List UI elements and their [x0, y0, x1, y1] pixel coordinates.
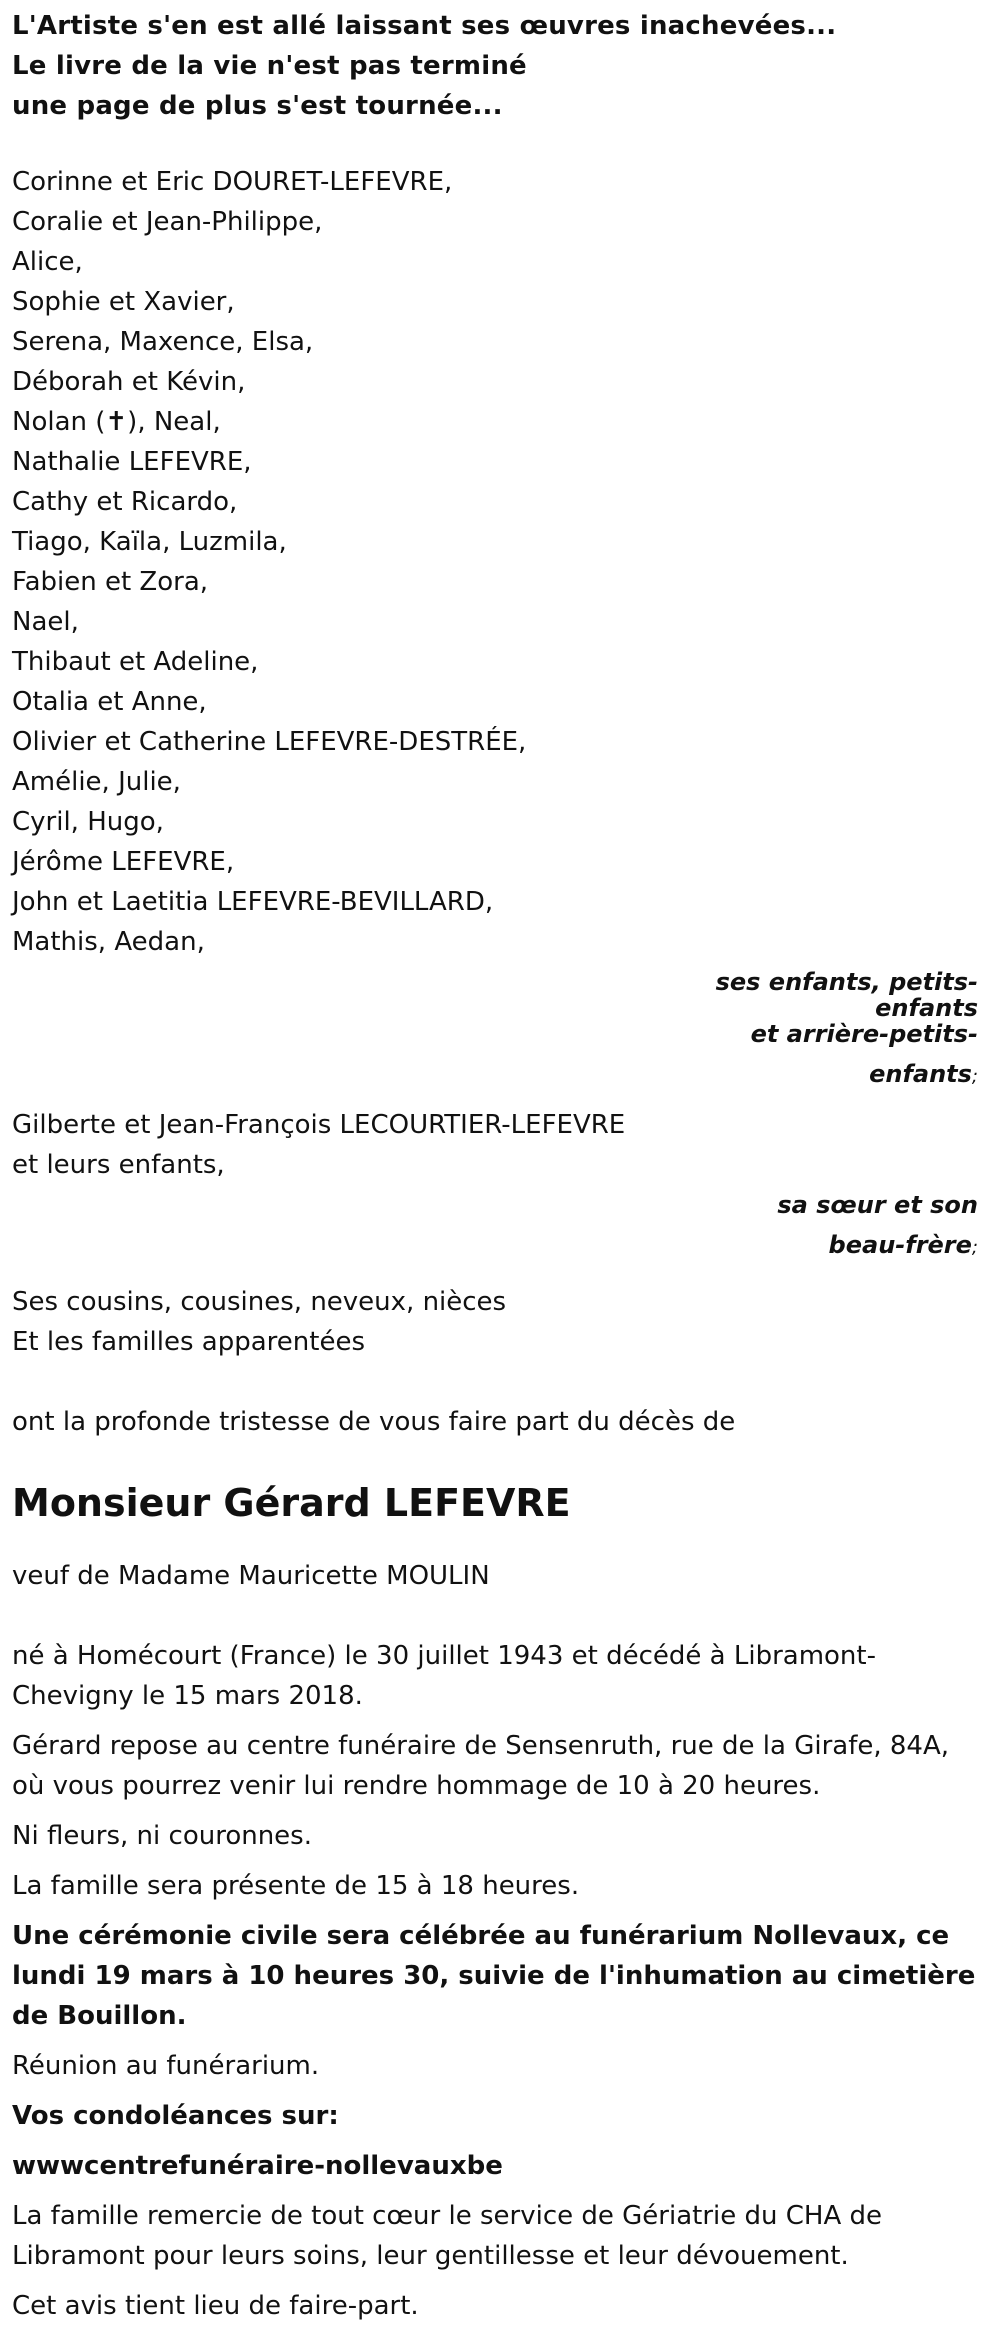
family-name-line: Cyril, Hugo, [12, 807, 164, 837]
flowers-note: Ni fleurs, ni couronnes. [12, 1821, 312, 1851]
thanks-note: La famille remercie de tout cœur le service de Gériatrie du CHA de Libramont pour leurs soins, leur gentillesse et leur dévouement. [12, 2201, 882, 2271]
role-separator: ; [971, 1066, 978, 1087]
family-name-line: Amélie, Julie, [12, 767, 181, 797]
role-line: enfants [875, 994, 978, 1022]
family-name-line: Coralie et Jean-Philippe, [12, 207, 323, 237]
sister-line: et leurs enfants, [12, 1150, 225, 1180]
family-name-line: Serena, Maxence, Elsa, [12, 327, 314, 357]
family-name-line: Sophie et Xavier, [12, 287, 235, 317]
intro-verse [12, 0, 988, 126]
deceased-name: Monsieur Gérard LEFEVRE [12, 1481, 571, 1525]
condolences-label: Vos condoléances sur: [12, 2101, 339, 2131]
condolences-site: wwwcentrefunéraire-nollevauxbe [12, 2151, 503, 2181]
family-name-line: Nolan (✝), Neal, [12, 407, 221, 437]
family-name-line: Alice, [12, 247, 83, 277]
family-name-line: Mathis, Aedan, [12, 927, 205, 957]
family-name-line: Nathalie LEFEVRE, [12, 447, 252, 477]
rest-place-info: Gérard repose au centre funéraire de Sensenruth, rue de la Girafe, 84A, où vous pourrez venir lui rendre hommage de 10 à 20 heures. [12, 1731, 950, 1801]
intro-line: L'Artiste s'en est allé laissant ses œuvres inachevées... [12, 11, 837, 41]
relatives-line: Ses cousins, cousines, neveux, nièces [12, 1287, 507, 1317]
role-separator: ; [971, 1237, 978, 1258]
relatives-line: Et les familles apparentées [12, 1327, 366, 1357]
role-line: ses enfants, petits- [715, 968, 978, 996]
family-presence: La famille sera présente de 15 à 18 heures. [12, 1871, 580, 1901]
family-name-line: Jérôme LEFEVRE, [12, 847, 235, 877]
family-name-line: Otalia et Anne, [12, 687, 207, 717]
role-line: enfants [869, 1060, 972, 1088]
family-name-line: Nael, [12, 607, 79, 637]
role-sister [12, 1185, 988, 1268]
role-children [12, 962, 988, 1097]
family-name-line: John et Laetitia LEFEVRE-BEVILLARD, [12, 887, 494, 917]
closing-note: Cet avis tient lieu de faire-part. [12, 2291, 419, 2321]
sister-block [12, 1105, 988, 1185]
widower-line: veuf de Madame Mauricette MOULIN [12, 1561, 490, 1591]
meeting-note: Réunion au funérarium. [12, 2051, 320, 2081]
family-name-line: Déborah et Kévin, [12, 367, 246, 397]
role-line: sa sœur et son [777, 1191, 978, 1219]
family-name-line: Cathy et Ricardo, [12, 487, 238, 517]
other-relatives [12, 1282, 988, 1362]
family-name-line: Tiago, Kaïla, Luzmila, [12, 527, 287, 557]
birth-death-info: né à Homécourt (France) le 30 juillet 1943 et décédé à Libramont-Chevigny le 15 mars 2018. [12, 1641, 876, 1711]
intro-line: une page de plus s'est tournée... [12, 91, 503, 121]
role-line: et arrière-petits- [750, 1020, 978, 1048]
role-line: beau-frère [828, 1231, 972, 1259]
announcement: ont la profonde tristesse de vous faire part du décès de [12, 1407, 736, 1437]
family-name-line: Olivier et Catherine LEFEVRE-DESTRÉE, [12, 727, 527, 757]
family-name-line: Thibaut et Adeline, [12, 647, 259, 677]
intro-line: Le livre de la vie n'est pas terminé [12, 51, 527, 81]
family-name-line: Fabien et Zora, [12, 567, 209, 597]
family-name-line: Corinne et Eric DOURET-LEFEVRE, [12, 167, 453, 197]
family-names-list [12, 162, 988, 962]
ceremony-info: Une cérémonie civile sera célébrée au funérarium Nollevaux, ce lundi 19 mars à 10 heures 30, suivie de l'inhumation au cimetière de Bouillon. [12, 1921, 976, 2031]
sister-line: Gilberte et Jean-François LECOURTIER-LEFEVRE [12, 1110, 626, 1140]
